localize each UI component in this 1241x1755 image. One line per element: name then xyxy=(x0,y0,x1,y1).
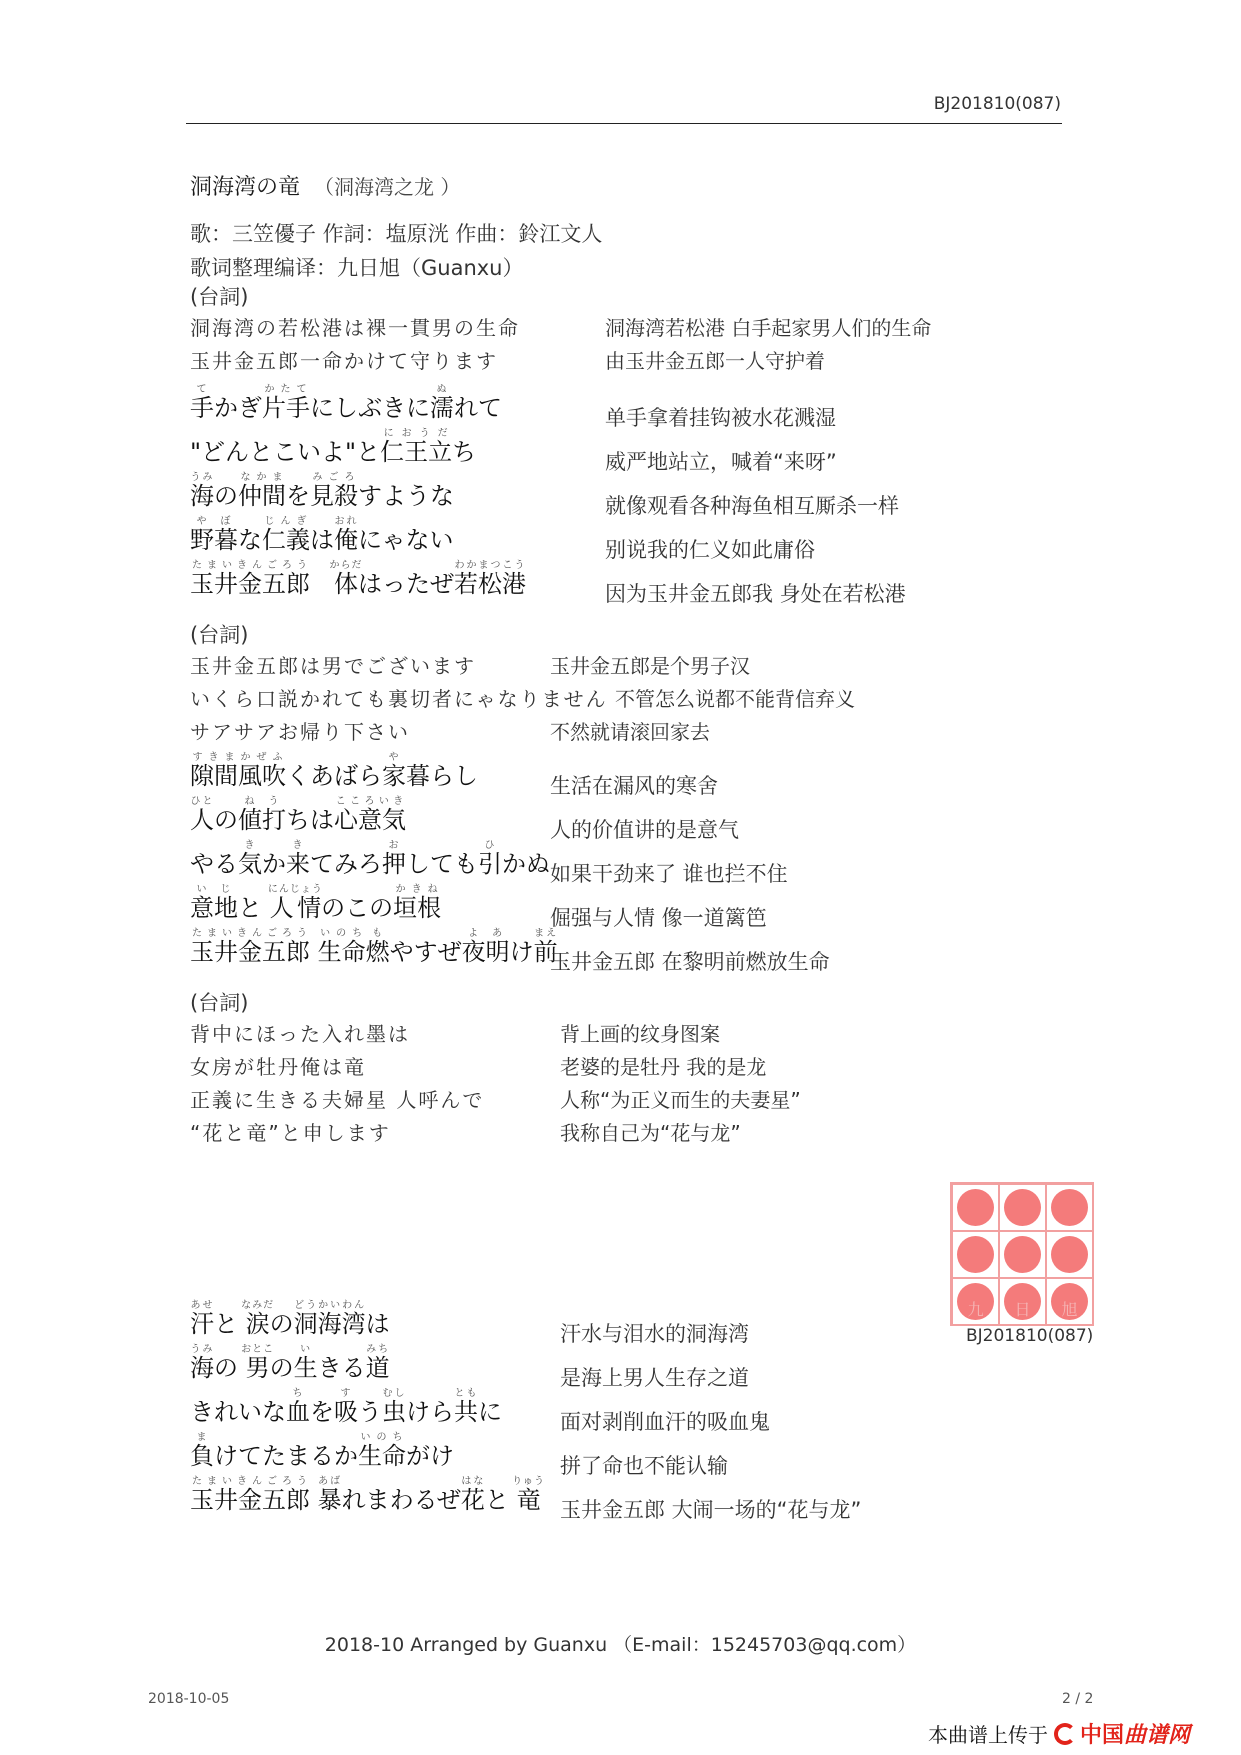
kanji-text: 仁王立 xyxy=(380,438,453,466)
page-number: 2 / 2 xyxy=(1062,1691,1094,1707)
kana-text xyxy=(310,938,318,966)
furigana: おとこ xyxy=(241,1344,275,1355)
upload-notice xyxy=(928,1718,1190,1749)
lyric-line xyxy=(190,1300,1070,1344)
kana-text: な xyxy=(238,526,262,554)
japanese-text: 玉井金五郎一命かけて守ります xyxy=(190,349,498,373)
kanji-text: 夜明 xyxy=(461,938,510,966)
kana-text: れて xyxy=(454,394,502,422)
section-verse-1 xyxy=(190,384,1070,604)
dialogue-line xyxy=(190,716,1070,749)
site-name-b: 曲谱网 xyxy=(1124,1723,1191,1748)
section-dialogue-2 xyxy=(190,620,1070,749)
seal-code: BJ201810(087) xyxy=(966,1326,1094,1346)
furigana: みち xyxy=(365,1344,390,1355)
japanese-text xyxy=(190,472,454,511)
kanji-text: 洞海湾 xyxy=(293,1310,366,1338)
japanese-text: “花と竜”と申します xyxy=(190,1121,391,1145)
furigana: かたて xyxy=(262,384,310,395)
kanji-text: 心意気 xyxy=(334,806,406,834)
furigana: き xyxy=(238,840,262,851)
lyric-line xyxy=(190,384,1070,428)
lyric-line xyxy=(190,884,1070,928)
chinese-translation: 我称自己为“花与龙” xyxy=(560,1121,741,1145)
furigana: たまいきんごろう xyxy=(190,560,310,571)
kanji-text: 道 xyxy=(365,1354,390,1382)
furigana: うみ xyxy=(190,1344,214,1355)
site-name-a: 中国 xyxy=(1080,1723,1125,1748)
lyric-line xyxy=(190,928,1070,972)
chinese-translation: 玉井金五郎 大闹一场的“花与龙” xyxy=(560,1498,862,1522)
dialogue-line xyxy=(190,1051,1070,1084)
furigana: ひ xyxy=(478,840,502,851)
furigana: も xyxy=(365,928,390,939)
chinese-translation: 就像观看各种海鱼相互厮杀一样 xyxy=(605,494,899,518)
kanji-text: 手 xyxy=(190,394,214,422)
kanji-text: 人情 xyxy=(267,894,323,922)
kanji-text: 気 xyxy=(238,850,262,878)
furigana: ね xyxy=(238,796,262,807)
kana-text: "どんとこいよ"と xyxy=(190,438,381,466)
furigana: はな xyxy=(460,1476,485,1487)
kana-text: の xyxy=(269,1354,294,1382)
section-dialogue-3 xyxy=(190,988,1070,1150)
kanji-text: 家 xyxy=(382,762,406,790)
furigana: あせ xyxy=(190,1300,214,1311)
chinese-translation: 威严地站立，喊着“来呀” xyxy=(605,450,837,474)
kanji-text: 値 xyxy=(238,806,262,834)
furigana: お xyxy=(382,840,406,851)
furigana: からだ xyxy=(329,560,363,571)
lyric-line xyxy=(190,516,1070,560)
chinese-translation: 洞海湾若松港 白手起家男人们的生命 xyxy=(605,316,932,340)
dialogue-line xyxy=(190,683,1070,716)
japanese-text xyxy=(190,752,478,791)
seal-char: 日 xyxy=(1014,1300,1031,1319)
credits-line-2: 歌词整理编译：九日旭（Guanxu） xyxy=(190,256,524,280)
chinese-translation: 不然就请滚回家去 xyxy=(550,720,710,744)
kanji-text: 意地 xyxy=(190,894,238,922)
furigana: みごろ xyxy=(310,472,358,483)
chinese-translation: 生活在漏风的寒舍 xyxy=(550,774,718,798)
kanji-text: 打 xyxy=(262,806,286,834)
furigana: き xyxy=(286,840,310,851)
kanji-text: 負 xyxy=(190,1442,214,1470)
chinese-translation: 背上画的纹身图案 xyxy=(560,1022,720,1046)
furigana: なかま xyxy=(238,472,286,483)
furigana: わかまつこう xyxy=(454,560,526,571)
lyric-line xyxy=(190,1432,1070,1476)
chinese-translation: 因为玉井金五郎我 身处在若松港 xyxy=(605,582,906,606)
dialogue-line xyxy=(190,1084,1070,1117)
kanji-text: 見殺 xyxy=(310,482,358,510)
kana-text: けら xyxy=(406,1398,454,1426)
kana-text: やすぜ xyxy=(389,938,462,966)
dialogue-label: (台詞) xyxy=(190,623,249,647)
seal-char: 旭 xyxy=(1061,1300,1078,1319)
kana-text: は xyxy=(310,526,334,554)
japanese-text xyxy=(190,428,476,467)
kanji-text: 生命 xyxy=(317,938,366,966)
kanji-text: 俺 xyxy=(334,526,358,554)
furigana: いじ xyxy=(190,884,238,895)
kanji-text: 人 xyxy=(190,806,214,834)
lyric-line xyxy=(190,752,1070,796)
kana-text: れまわるぜ xyxy=(341,1486,461,1514)
kana-text: と xyxy=(238,894,270,922)
page-title xyxy=(190,170,460,201)
chinese-translation: 不管怎么说都不能背信弃义 xyxy=(615,687,855,711)
kanji-text: 男 xyxy=(241,1354,275,1382)
kanji-text: 体 xyxy=(329,570,363,598)
kana-text: の xyxy=(214,482,238,510)
kana-text: け xyxy=(509,938,534,966)
kanji-text: 来 xyxy=(286,850,310,878)
furigana: とも xyxy=(454,1388,478,1399)
furigana: いのち xyxy=(358,1432,406,1443)
kanji-text: 生命 xyxy=(358,1442,406,1470)
furigana: ぬ xyxy=(430,384,454,395)
kana-text: の xyxy=(214,1354,246,1382)
kanji-text: 隙間風吹 xyxy=(190,762,286,790)
seal-char: 九 xyxy=(967,1300,984,1319)
kanji-text: 垣根 xyxy=(393,894,442,922)
kanji-text: 仲間 xyxy=(238,482,286,510)
kanji-text: 濡 xyxy=(430,394,454,422)
kana-text: てみろ xyxy=(310,850,382,878)
kanji-text: 暴 xyxy=(317,1486,342,1514)
section-dialogue-1 xyxy=(190,282,1070,378)
chinese-translation: 玉井金五郎 在黎明前燃放生命 xyxy=(550,950,830,974)
furigana: におうだ xyxy=(380,428,453,439)
furigana: こころいき xyxy=(334,796,406,807)
kana-text: しても xyxy=(406,850,478,878)
lyric-line xyxy=(190,840,1070,884)
kanji-text: 海 xyxy=(190,1354,214,1382)
dialogue-line xyxy=(190,1018,1070,1051)
c-logo-icon xyxy=(1054,1723,1076,1745)
kana-text: やる xyxy=(190,850,238,878)
furigana: いのち xyxy=(317,928,366,939)
furigana: たまいきんごろう xyxy=(190,1476,310,1487)
chinese-translation: 倔强与人情 像一道篱笆 xyxy=(550,906,767,930)
furigana: りゅう xyxy=(512,1476,546,1487)
japanese-text: 背中にほった入れ墨は xyxy=(190,1022,410,1046)
chinese-translation: 玉井金五郎是个男子汉 xyxy=(550,654,750,678)
kana-text: う xyxy=(358,1398,382,1426)
kana-text: きれいな xyxy=(190,1398,286,1426)
footer-credit: 2018-10 Arranged by Guanxu （E-mail：15245703@qq.com） xyxy=(324,1634,917,1656)
title-sub: （洞海湾之龙 ） xyxy=(314,175,461,199)
chinese-translation: 单手拿着挂钩被水花溅湿 xyxy=(605,406,836,430)
furigana: す xyxy=(334,1388,358,1399)
dialogue-label: (台詞) xyxy=(190,991,249,1015)
furigana: う xyxy=(262,796,286,807)
chinese-translation: 人称“为正义而生的夫妻星” xyxy=(560,1088,801,1112)
kana-text: かぬ xyxy=(502,850,550,878)
kanji-text: 生 xyxy=(293,1354,318,1382)
kana-text: の xyxy=(214,806,238,834)
furigana: うみ xyxy=(190,472,214,483)
furigana: ま xyxy=(190,1432,214,1443)
lyric-line xyxy=(190,428,1070,472)
japanese-text xyxy=(190,384,502,423)
kanji-text: 野暮 xyxy=(190,526,238,554)
japanese-text xyxy=(190,928,558,967)
kanji-text: 花 xyxy=(460,1486,485,1514)
kana-text: はったぜ xyxy=(358,570,454,598)
japanese-text xyxy=(190,884,441,923)
title-main: 洞海湾の竜 xyxy=(190,175,301,200)
lyric-line xyxy=(190,560,1070,604)
dialogue-line xyxy=(190,312,1070,345)
japanese-text xyxy=(190,840,550,879)
header-rule xyxy=(186,123,1062,124)
furigana: やぼ xyxy=(190,516,238,527)
header-code: BJ201810(087) xyxy=(933,94,1061,114)
dialogue-line xyxy=(190,345,1070,378)
furigana: よあ xyxy=(461,928,510,939)
furigana: や xyxy=(382,752,406,763)
kana-text: 暮らし xyxy=(406,762,478,790)
kanji-text: 押 xyxy=(382,850,406,878)
japanese-text xyxy=(190,516,454,555)
furigana: すきまかぜふ xyxy=(190,752,286,763)
kanji-text: 吸 xyxy=(334,1398,358,1426)
japanese-text: 正義に生きる夫婦星 人呼んで xyxy=(190,1088,485,1112)
kanji-text: 汗 xyxy=(190,1310,214,1338)
chinese-translation: 人的价值讲的是意气 xyxy=(550,818,739,842)
kana-text: を xyxy=(286,482,310,510)
furigana: て xyxy=(190,384,214,395)
kana-text: かぎ xyxy=(214,394,262,422)
furigana: どうかいわん xyxy=(293,1300,366,1311)
kana-text xyxy=(310,1486,318,1514)
chinese-translation: 是海上男人生存之道 xyxy=(560,1366,749,1390)
furigana: まえ xyxy=(533,928,558,939)
chinese-translation: 面对剥削血汗的吸血鬼 xyxy=(560,1410,770,1434)
lyric-line xyxy=(190,1344,1070,1388)
kana-text: ちは xyxy=(286,806,334,834)
furigana: じんぎ xyxy=(262,516,310,527)
kana-text: に xyxy=(478,1398,502,1426)
kanji-text: 玉井金五郎 xyxy=(190,938,310,966)
furigana: ひと xyxy=(190,796,214,807)
chinese-translation: 由玉井金五郎一人守护着 xyxy=(605,349,825,373)
furigana: なみだ xyxy=(241,1300,275,1311)
kanji-text: 竜 xyxy=(512,1486,546,1514)
kanji-text: 燃 xyxy=(365,938,390,966)
furigana: かきね xyxy=(393,884,442,895)
kanji-text: 玉井金五郎 xyxy=(190,570,310,598)
japanese-text xyxy=(190,560,526,599)
japanese-text: 女房が牡丹俺は竜 xyxy=(190,1055,366,1079)
furigana: おれ xyxy=(334,516,358,527)
credits xyxy=(190,217,602,285)
chinese-translation: 老婆的是牡丹 我的是龙 xyxy=(560,1055,767,1079)
credits-line-1: 歌：三笠優子 作詞：塩原洸 作曲：鈴江文人 xyxy=(190,222,603,246)
kanji-text: 共 xyxy=(454,1398,478,1426)
kana-text: か xyxy=(262,850,286,878)
japanese-text: 玉井金五郎は男でございます xyxy=(190,654,476,678)
kana-text: ち xyxy=(452,438,477,466)
kanji-text: 涙 xyxy=(241,1310,275,1338)
section-verse-2 xyxy=(190,752,1070,972)
kanji-text: 片手 xyxy=(262,394,310,422)
kana-text: と xyxy=(484,1486,517,1514)
furigana: ち xyxy=(286,1388,310,1399)
furigana: にんじょう xyxy=(267,884,323,895)
kana-text: を xyxy=(310,1398,334,1426)
kana-text: にゃない xyxy=(358,526,454,554)
chinese-translation: 如果干劲来了 谁也拦不住 xyxy=(550,862,788,886)
kana-text: すような xyxy=(358,482,454,510)
japanese-text xyxy=(190,1300,390,1339)
kana-text: けてたまるか xyxy=(214,1442,358,1470)
furigana: あば xyxy=(317,1476,342,1487)
dialogue-label: (台詞) xyxy=(190,285,249,309)
upload-prefix: 本曲谱上传于 xyxy=(928,1723,1048,1747)
japanese-text xyxy=(190,1388,502,1427)
lyric-line xyxy=(190,472,1070,516)
kanji-text: 血 xyxy=(286,1398,310,1426)
kana-text: と xyxy=(214,1310,246,1338)
furigana: い xyxy=(293,1344,318,1355)
kanji-text: 虫 xyxy=(382,1398,406,1426)
kana-text: きる xyxy=(317,1354,366,1382)
dialogue-line xyxy=(190,650,1070,683)
kanji-text: 前 xyxy=(533,938,558,966)
japanese-text: いくら口説かれても裏切者にゃなりません xyxy=(190,687,608,711)
kanji-text: 仁義 xyxy=(262,526,310,554)
section-verse-3 xyxy=(190,1300,1070,1520)
japanese-text: 洞海湾の若松港は裸一貫男の生命 xyxy=(190,316,520,340)
kanji-text: 玉井金五郎 xyxy=(190,1486,310,1514)
japanese-text: サアサアお帰り下さい xyxy=(190,720,410,744)
chinese-translation: 拼了命也不能认输 xyxy=(560,1454,728,1478)
dialogue-line xyxy=(190,1117,1070,1150)
japanese-text xyxy=(190,796,406,835)
furigana: むし xyxy=(382,1388,406,1399)
kana-text: にしぶきに xyxy=(310,394,430,422)
lyric-line xyxy=(190,1388,1070,1432)
japanese-text xyxy=(190,1476,545,1515)
lyric-line xyxy=(190,796,1070,840)
kanji-text: 海 xyxy=(190,482,214,510)
kanji-text: 若松港 xyxy=(454,570,526,598)
kanji-text: 引 xyxy=(478,850,502,878)
lyric-line xyxy=(190,1476,1070,1520)
furigana: たまいきんごろう xyxy=(190,928,310,939)
japanese-text xyxy=(190,1432,454,1471)
chinese-translation: 别说我的仁义如此庸俗 xyxy=(605,538,815,562)
kana-text: のこの xyxy=(321,894,394,922)
kana-text: の xyxy=(269,1310,294,1338)
print-date: 2018-10-05 xyxy=(148,1691,230,1707)
kana-text: は xyxy=(365,1310,390,1338)
japanese-text xyxy=(190,1344,390,1383)
seal-stamp xyxy=(950,1182,1094,1326)
kana-text: がけ xyxy=(406,1442,454,1470)
kana-text: くあばら xyxy=(286,762,382,790)
chinese-translation: 汗水与泪水的洞海湾 xyxy=(560,1322,749,1346)
